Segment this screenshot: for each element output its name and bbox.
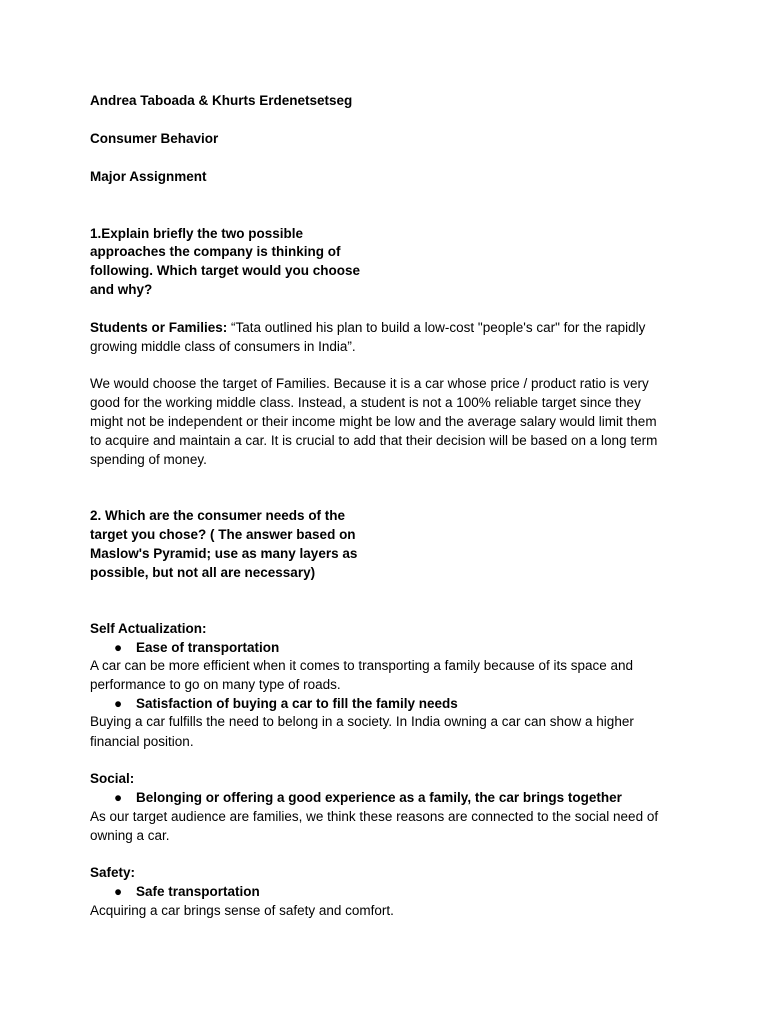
bullet-item: Ease of transportation bbox=[136, 640, 280, 655]
answer-line: to acquire and maintain a car. It is crucial to add that their decision will be based on a long term bbox=[90, 433, 658, 448]
answer-line: spending of money. bbox=[90, 452, 207, 467]
bullet-icon: ● bbox=[114, 640, 123, 655]
body-line: As our target audience are families, we think these reasons are connected to the social need of bbox=[90, 809, 659, 824]
question1-line: following. Which target would you choose bbox=[90, 263, 360, 278]
bullet-icon: ● bbox=[114, 790, 123, 805]
answer-line: might not be independent or their income might be low and the average salary would limit them bbox=[90, 414, 657, 429]
question1-line: 1.Explain briefly the two possible bbox=[90, 226, 304, 241]
answer-line: good for the working middle class. Instead, a student is not a 100% reliable target since they bbox=[90, 395, 641, 410]
question2-line: target you chose? ( The answer based on bbox=[90, 527, 356, 542]
body-line: Acquiring a car brings sense of safety and comfort. bbox=[90, 903, 394, 918]
quote-text: “Tata outlined his plan to build a low-cost "people's car" for the rapidly bbox=[227, 320, 646, 335]
question1-line: and why? bbox=[90, 282, 153, 297]
authors: Andrea Taboada & Khurts Erdenetsetseg bbox=[90, 93, 353, 108]
bullet-item: Satisfaction of buying a car to fill the family needs bbox=[136, 696, 458, 711]
question2-line: Maslow's Pyramid; use as many layers as bbox=[90, 546, 358, 561]
body-line: owning a car. bbox=[90, 828, 170, 843]
question2-line: possible, but not all are necessary) bbox=[90, 565, 316, 580]
students-label: Students or Families: bbox=[90, 320, 228, 335]
question2-line: 2. Which are the consumer needs of the bbox=[90, 508, 346, 523]
body-line: financial position. bbox=[90, 734, 194, 749]
bullet-item: Safe transportation bbox=[136, 884, 260, 899]
assignment-title: Major Assignment bbox=[90, 169, 207, 184]
social-heading: Social: bbox=[90, 771, 135, 786]
answer-line: We would choose the target of Families. Because it is a car whose price / product ratio is very bbox=[90, 376, 649, 391]
quote-text: growing middle class of consumers in India”. bbox=[90, 339, 356, 354]
bullet-icon: ● bbox=[114, 884, 123, 899]
quote-paragraph bbox=[90, 318, 645, 337]
body-line: Buying a car fulfills the need to belong in a society. In India owning a car can show a higher bbox=[90, 714, 634, 729]
body-line: performance to go on many type of roads. bbox=[90, 677, 341, 692]
body-line: A car can be more efficient when it comes to transporting a family because of its space and bbox=[90, 658, 634, 673]
course-title: Consumer Behavior bbox=[90, 131, 219, 146]
question1-line: approaches the company is thinking of bbox=[90, 244, 341, 259]
self-actualization-heading: Self Actualization: bbox=[90, 621, 207, 636]
bullet-icon: ● bbox=[114, 696, 123, 711]
safety-heading: Safety: bbox=[90, 865, 136, 880]
bullet-item: Belonging or offering a good experience as a family, the car brings together bbox=[136, 790, 622, 805]
